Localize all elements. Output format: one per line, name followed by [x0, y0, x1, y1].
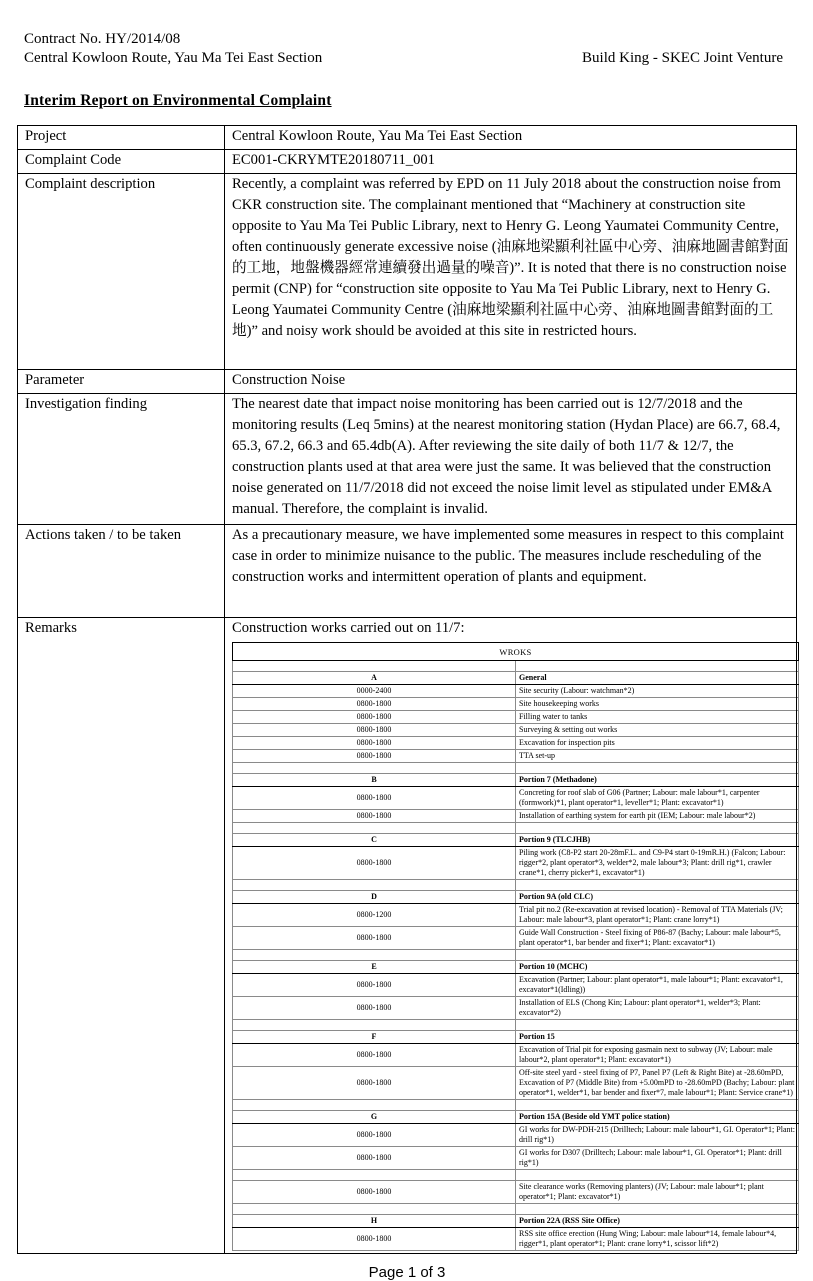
table-row — [18, 174, 797, 370]
works-row — [233, 1181, 799, 1204]
row-value-complaint-code: EC001-CKRYMTE20180711_001 — [225, 150, 797, 174]
works-spacer-cell — [516, 823, 799, 834]
row-label-actions-taken: Actions taken / to be taken — [18, 525, 225, 618]
works-section-name: General — [516, 672, 799, 685]
works-spacer-cell — [233, 661, 516, 672]
works-section-code: E — [233, 961, 516, 974]
row-value-complaint-description: Recently, a complaint was referred by EPD on 11 July 2018 about the construction noise from CKR construction site. The complainant mentioned that “Machinery at construction site opposite to Yau Ma Tei Public Library, next to Henry G. Leong Yaumatei Community Centre, often continuously generate excessive noise (油麻地梁顯利社區中心旁、油麻地圖書館對面的工地，地盤機器經常連續發出過量的噪音)”. It is noted that there is no construction noise permit (CNP) for “construction site opposite to Yau Ma Tei Public Library, next to Henry G. Leong Yaumatei Community Centre (油麻地梁顯利社區中心旁、油麻地圖書館對面的工地)” and noisy work should be avoided at this site in restricted hours. — [225, 174, 797, 370]
works-time-cell: 0800-1800 — [233, 750, 516, 763]
works-table-title: WROKS — [233, 643, 799, 661]
works-activity-cell: Excavation of Trial pit for exposing gasmain next to subway (JV; Labour: male labour*2, plant operator*1; Plant: excavator*1) — [516, 1044, 799, 1067]
works-activity-cell — [516, 1170, 799, 1181]
works-activity-cell: Site clearance works (Removing planters) (JV; Labour: male labour*1; plant operator*1; Plant: excavator*1) — [516, 1181, 799, 1204]
works-spacer-row — [233, 880, 799, 891]
row-value-parameter: Construction Noise — [225, 370, 797, 394]
works-time-cell: 0800-1800 — [233, 927, 516, 950]
table-row — [18, 150, 797, 174]
works-spacer-cell — [516, 880, 799, 891]
works-activity-cell: Site housekeeping works — [516, 698, 799, 711]
works-time-cell: 0800-1800 — [233, 787, 516, 810]
works-section-name: Portion 9 (TLCJHB) — [516, 834, 799, 847]
row-label-parameter: Parameter — [18, 370, 225, 394]
works-section-name: Portion 10 (MCHC) — [516, 961, 799, 974]
works-section-header-g — [233, 1111, 799, 1124]
works-spacer-cell — [233, 950, 516, 961]
works-spacer-row — [233, 1020, 799, 1031]
header-left — [24, 30, 322, 68]
works-section-header-a — [233, 672, 799, 685]
works-row — [233, 737, 799, 750]
works-spacer-cell — [233, 823, 516, 834]
works-row — [233, 685, 799, 698]
works-time-cell: 0800-1800 — [233, 724, 516, 737]
remarks-intro: Construction works carried out on 11/7: — [232, 620, 465, 636]
works-activity-cell: Concreting for roof slab of G06 (Partner; Labour: male labour*1, carpenter (formwork)*1, plant operator*1, leveller*1; Plant: excavator*1) — [516, 787, 799, 810]
works-spacer-cell — [516, 1020, 799, 1031]
works-time-cell: 0800-1800 — [233, 1067, 516, 1100]
joint-venture-name: Build King - SKEC Joint Venture — [582, 50, 783, 66]
works-activity-cell: GI works for D307 (Drilltech; Labour: male labour*1, GI. Operator*1; Plant: drill rig*1) — [516, 1147, 799, 1170]
works-time-cell: 0800-1800 — [233, 810, 516, 823]
works-spacer-cell — [516, 1100, 799, 1111]
works-spacer-row — [233, 661, 799, 672]
works-section-header-h — [233, 1215, 799, 1228]
works-row — [233, 724, 799, 737]
works-spacer-row — [233, 1204, 799, 1215]
works-section-name: Portion 7 (Methadone) — [516, 774, 799, 787]
works-time-cell: 0800-1200 — [233, 904, 516, 927]
works-section-header-f — [233, 1031, 799, 1044]
works-row — [233, 750, 799, 763]
works-section-header-c — [233, 834, 799, 847]
works-activity-cell: RSS site office erection (Hung Wing; Labour: male labour*14, female labour*4, rigger*1, plant operator*1; Plant: crane lorry*1, scissor lift*2) — [516, 1228, 799, 1251]
works-spacer-row — [233, 1170, 799, 1181]
works-activity-cell: Excavation (Partner; Labour: plant operator*1, male labour*1; Plant: excavator*1, excavator*1(Idling)) — [516, 974, 799, 997]
works-section-code: D — [233, 891, 516, 904]
works-time-cell: 0800-1800 — [233, 1124, 516, 1147]
works-section-name: Portion 15A (Beside old YMT police station) — [516, 1111, 799, 1124]
row-value-investigation-finding: The nearest date that impact noise monitoring has been carried out is 12/7/2018 and the monitoring results (Leq 5mins) at the nearest monitoring station (Hydan Place) are 66.7, 68.4, 65.3, 67.2, 66.3 and 65.4db(A). After reviewing the site daily of both 11/7 & 12/7, the construction plants used at that area were just the same. It was believed that the construction noise generated on 11/7/2018 did not exceed the noise limit level as stipulated under EM&A manual. Therefore, the complaint is invalid. — [225, 394, 797, 525]
works-time-cell: 0000-2400 — [233, 685, 516, 698]
works-activity-cell: Piling work (C8-P2 start 20-28mF.L. and C9-P4 start 0-19mR.H.) (Falcon; Labour: rigger*2, plant operator*3, welder*2, male labour*3; Plant: drill rig*1, crawler crane*1, cherry picker*1, excavator*1) — [516, 847, 799, 880]
page-title: Interim Report on Environmental Complaint — [24, 92, 332, 109]
works-activity-cell: Installation of earthing system for earth pit (IEM; Labour: male labour*2) — [516, 810, 799, 823]
works-spacer-cell — [516, 1204, 799, 1215]
table-row — [18, 370, 797, 394]
works-row — [233, 787, 799, 810]
works-time-cell: 0800-1800 — [233, 737, 516, 750]
works-row — [233, 698, 799, 711]
row-label-complaint-description: Complaint description — [18, 174, 225, 370]
works-time-cell: 0800-1800 — [233, 1147, 516, 1170]
works-activity-cell: Site security (Labour: watchman*2) — [516, 685, 799, 698]
row-label-remarks: Remarks — [18, 618, 225, 1254]
works-row — [233, 974, 799, 997]
table-row — [18, 126, 797, 150]
document-header — [0, 0, 813, 68]
works-spacer-cell — [516, 661, 799, 672]
works-spacer-cell — [516, 950, 799, 961]
works-activity-cell: Excavation for inspection pits — [516, 737, 799, 750]
works-spacer-row — [233, 823, 799, 834]
row-value-project: Central Kowloon Route, Yau Ma Tei East Section — [225, 126, 797, 150]
works-activity-cell: Filling water to tanks — [516, 711, 799, 724]
works-spacer-row — [233, 950, 799, 961]
table-row — [18, 618, 797, 1254]
works-row — [233, 904, 799, 927]
contract-number: Contract No. HY/2014/08 — [24, 31, 181, 47]
works-time-cell: 0800-1800 — [233, 974, 516, 997]
works-row — [233, 1147, 799, 1170]
works-row — [233, 1044, 799, 1067]
works-section-code: H — [233, 1215, 516, 1228]
works-activity-cell: Off-site steel yard - steel fixing of P7, Panel P7 (Left & Right Bite) at -28.60mPD, Excavation of P7 (Middle Bite) from +5.00mPD to -28.60mPD (Bachy; Labour: plant operator*1, welder*1, bar bender and fixer*7, male labour*1; Plant: Service crane*1) — [516, 1067, 799, 1100]
table-row — [18, 394, 797, 525]
row-label-investigation-finding: Investigation finding — [18, 394, 225, 525]
works-row — [233, 1228, 799, 1251]
works-title-row — [233, 643, 799, 661]
works-time-cell — [233, 1170, 516, 1181]
works-spacer-cell — [233, 880, 516, 891]
works-time-cell: 0800-1800 — [233, 847, 516, 880]
works-time-cell: 0800-1800 — [233, 1044, 516, 1067]
works-section-header-d — [233, 891, 799, 904]
works-time-cell: 0800-1800 — [233, 1228, 516, 1251]
row-label-project: Project — [18, 126, 225, 150]
row-value-actions-taken: As a precautionary measure, we have implemented some measures in respect to this complaint case in order to minimize nuisance to the public. The measures include rescheduling of the construction works and intermittent operation of plants and equipment. — [225, 525, 797, 618]
works-section-code: B — [233, 774, 516, 787]
works-activity-cell: GI works for DW-PDH-215 (Drilltech; Labour: male labour*1, GI. Operator*1; Plant: drill rig*1) — [516, 1124, 799, 1147]
works-spacer-row — [233, 1100, 799, 1111]
works-row — [233, 1067, 799, 1100]
works-section-header-b — [233, 774, 799, 787]
works-section-name: Portion 22A (RSS Site Office) — [516, 1215, 799, 1228]
works-row — [233, 711, 799, 724]
works-row — [233, 1124, 799, 1147]
works-section-code: G — [233, 1111, 516, 1124]
works-section-code: A — [233, 672, 516, 685]
works-activity-cell: Trial pit no.2 (Re-excavation at revised location) - Removal of TTA Materials (JV; Labour: male labour*3, plant operator*1; Plant: crane lorry*1) — [516, 904, 799, 927]
complaint-report-table — [17, 125, 797, 1254]
works-spacer-cell — [233, 1204, 516, 1215]
works-time-cell: 0800-1800 — [233, 711, 516, 724]
works-spacer-cell — [233, 763, 516, 774]
row-value-remarks — [225, 618, 797, 1254]
works-row — [233, 810, 799, 823]
works-time-cell: 0800-1800 — [233, 698, 516, 711]
works-row — [233, 927, 799, 950]
project-name: Central Kowloon Route, Yau Ma Tei East Section — [24, 50, 323, 66]
construction-works-table — [232, 642, 799, 1251]
row-label-complaint-code: Complaint Code — [18, 150, 225, 174]
works-activity-cell: Guide Wall Construction - Steel fixing of P86-87 (Bachy; Labour: male labour*5, plant operator*1, bar bender and fixer*1; Plant: excavator*1) — [516, 927, 799, 950]
works-section-code: C — [233, 834, 516, 847]
works-spacer-row — [233, 763, 799, 774]
works-row — [233, 847, 799, 880]
works-section-name: Portion 9A (old CLC) — [516, 891, 799, 904]
works-activity-cell: TTA set-up — [516, 750, 799, 763]
works-section-header-e — [233, 961, 799, 974]
works-section-code: F — [233, 1031, 516, 1044]
works-time-cell: 0800-1800 — [233, 1181, 516, 1204]
works-activity-cell: Surveying & setting out works — [516, 724, 799, 737]
page-number: Page 1 of 3 — [368, 1264, 446, 1281]
works-spacer-cell — [516, 763, 799, 774]
table-row — [18, 525, 797, 618]
works-activity-cell: Installation of ELS (Chong Kin; Labour: plant operator*1, welder*3; Plant: excavator*2) — [516, 997, 799, 1020]
works-section-name: Portion 15 — [516, 1031, 799, 1044]
works-spacer-cell — [233, 1020, 516, 1031]
works-row — [233, 997, 799, 1020]
works-spacer-cell — [233, 1100, 516, 1111]
works-time-cell: 0800-1800 — [233, 997, 516, 1020]
